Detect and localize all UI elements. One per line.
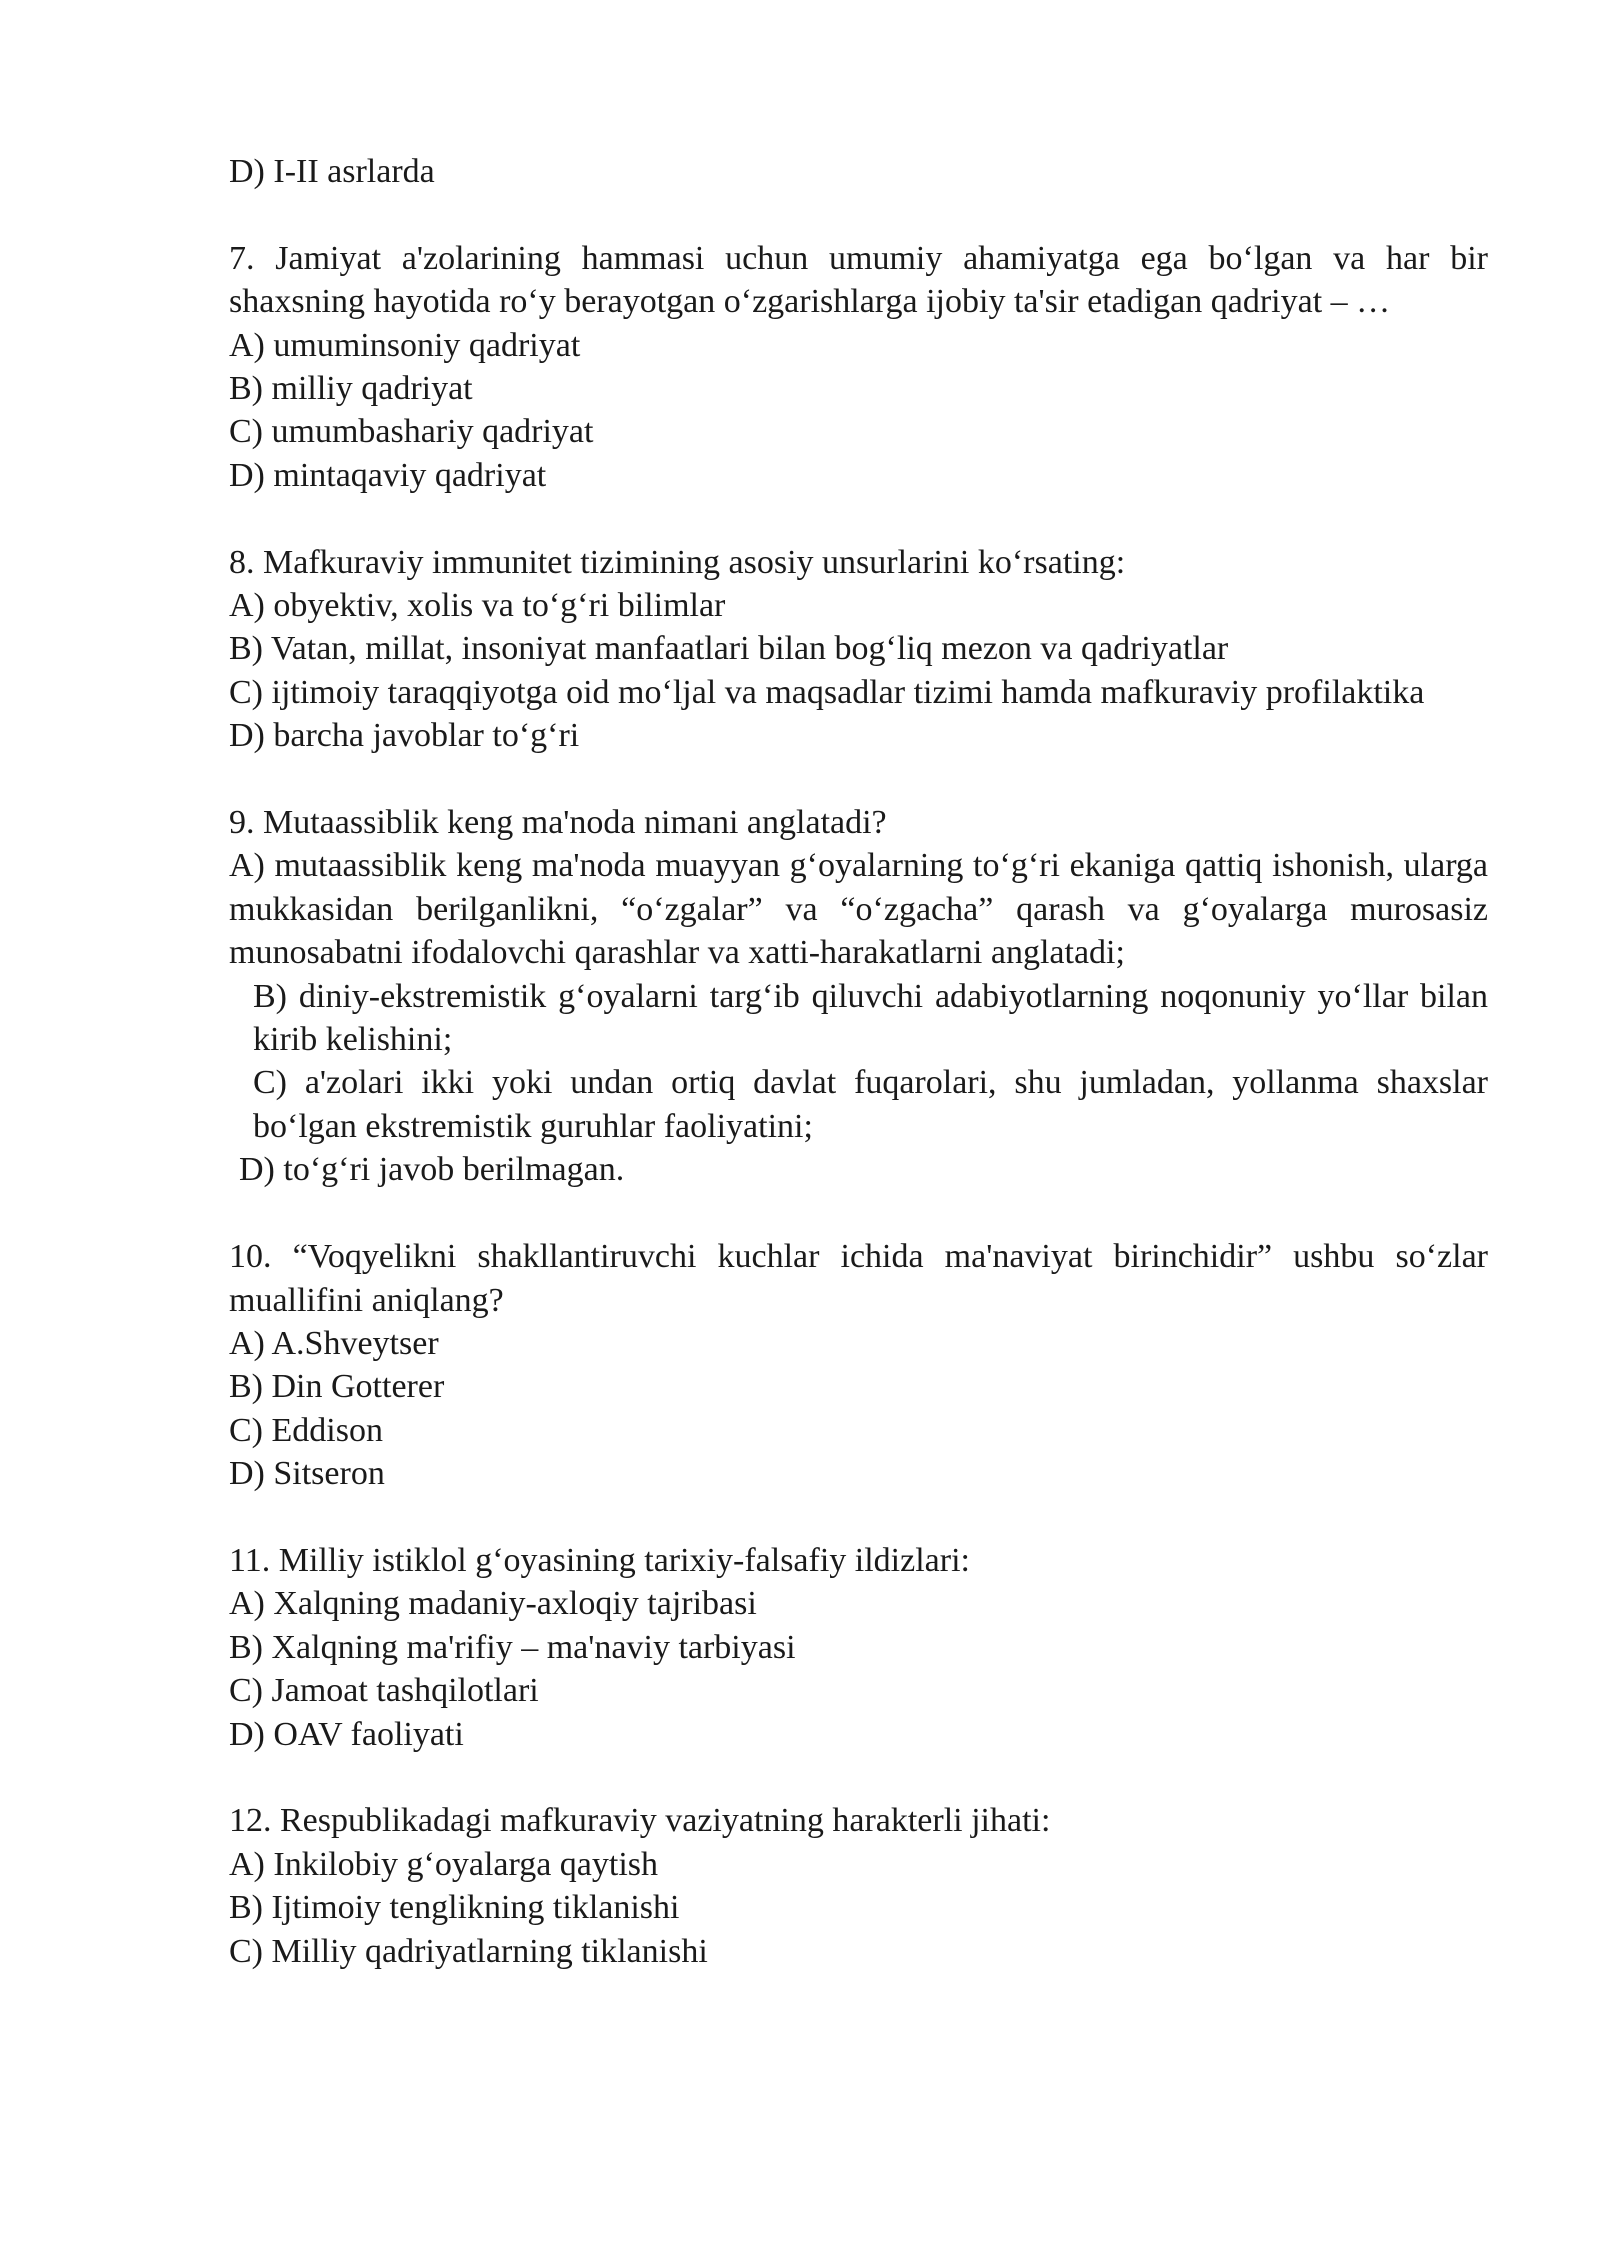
q11-option-c: C) Jamoat tashqilotlari [229, 1672, 539, 1710]
q7-question: 7. Jamiyat a'zolarining hammasi uchun umumiy ahamiyatga ega bo‘lgan va har bir shaxsning hayotida ro‘y berayotgan o‘zgarishlarga ijobiy ta'sir etadigan qadriyat – … [229, 239, 1488, 321]
question-10 [229, 1235, 1488, 1495]
q10-option-d: D) Sitseron [229, 1455, 385, 1493]
document-page [229, 150, 1488, 1973]
question-7 [229, 237, 1488, 497]
q12-option-a: A) Inkilobiy g‘oyalarga qaytish [229, 1845, 659, 1883]
q8-option-a: A) obyektiv, xolis va to‘g‘ri bilimlar [229, 587, 726, 625]
question-8 [229, 541, 1488, 758]
q7-option-b: B) milliy qadriyat [229, 370, 473, 408]
spacer [229, 1496, 1488, 1539]
q7-option-d: D) mintaqaviy qadriyat [229, 456, 547, 494]
q9-option-b: B) diniy-ekstremistik g‘oyalarni targ‘ib qiluvchi adabiyotlarning noqonuniy yo‘llar bilan kirib kelishini; [253, 977, 1488, 1059]
q12-option-c: C) Milliy qadriyatlarning tiklanishi [229, 1932, 708, 1970]
q12-question: 12. Respublikadagi mafkuraviy vaziyatning harakterli jihati: [229, 1802, 1051, 1840]
question-9 [229, 801, 1488, 1192]
spacer [229, 497, 1488, 540]
q9-question: 9. Mutaassiblik keng ma'noda nimani anglatadi? [229, 804, 887, 842]
q10-option-c: C) Eddison [229, 1411, 383, 1449]
q6-option-d: D) I-II asrlarda [229, 153, 435, 190]
spacer [229, 1192, 1488, 1235]
q9-option-d: D) to‘g‘ri javob berilmagan. [239, 1151, 625, 1189]
q8-question: 8. Mafkuraviy immunitet tizimining asosiy unsurlarini ko‘rsating: [229, 543, 1126, 581]
spacer [229, 758, 1488, 801]
q11-option-a: A) Xalqning madaniy-axloqiy tajribasi [229, 1585, 757, 1623]
q10-option-a: A) A.Shveytser [229, 1324, 439, 1362]
q8-option-d: D) barcha javoblar to‘g‘ri [229, 717, 580, 755]
q11-question: 11. Milliy istiklol g‘oyasining tarixiy-falsafiy ildizlari: [229, 1541, 970, 1579]
question-12 [229, 1799, 1488, 1973]
q10-option-b: B) Din Gotterer [229, 1368, 445, 1406]
q9-option-c: C) a'zolari ikki yoki undan ortiq davlat fuqarolari, shu jumladan, yollanma shaxslar bo‘lgan ekstremistik guruhlar faoliyatini; [253, 1064, 1488, 1145]
q12-option-b: B) Ijtimoiy tenglikning tiklanishi [229, 1889, 680, 1927]
q7-option-c: C) umumbashariy qadriyat [229, 413, 594, 451]
q7-option-a: A) umuminsoniy qadriyat [229, 326, 581, 364]
q11-option-b: B) Xalqning ma'rifiy – ma'naviy tarbiyasi [229, 1628, 796, 1666]
question-11 [229, 1539, 1488, 1756]
q9-option-a: A) mutaassiblik keng ma'noda muayyan g‘oyalarning to‘g‘ri ekaniga qattiq ishonish, ularga mukkasidan berilganlikni, “o‘zgalar” va “o‘zgacha” qarash va g‘oyalarga murosasiz munosabatni ifodalovchi qarashlar va xatti-harakatlarni anglatadi; [229, 847, 1488, 972]
q11-option-d: D) OAV faoliyati [229, 1715, 464, 1753]
q8-option-c: C) ijtimoiy taraqqiyotga oid mo‘ljal va maqsadlar tizimi hamda mafkuraviy profilaktika [229, 673, 1425, 711]
spacer [229, 193, 1488, 236]
spacer [229, 1756, 1488, 1799]
q10-question: 10. “Voqyelikni shakllantiruvchi kuchlar ichida ma'naviyat birinchidir” ushbu so‘zlar muallifini aniqlang? [229, 1238, 1488, 1319]
q8-option-b: B) Vatan, millat, insoniyat manfaatlari bilan bog‘liq mezon va qadriyatlar [229, 630, 1229, 668]
